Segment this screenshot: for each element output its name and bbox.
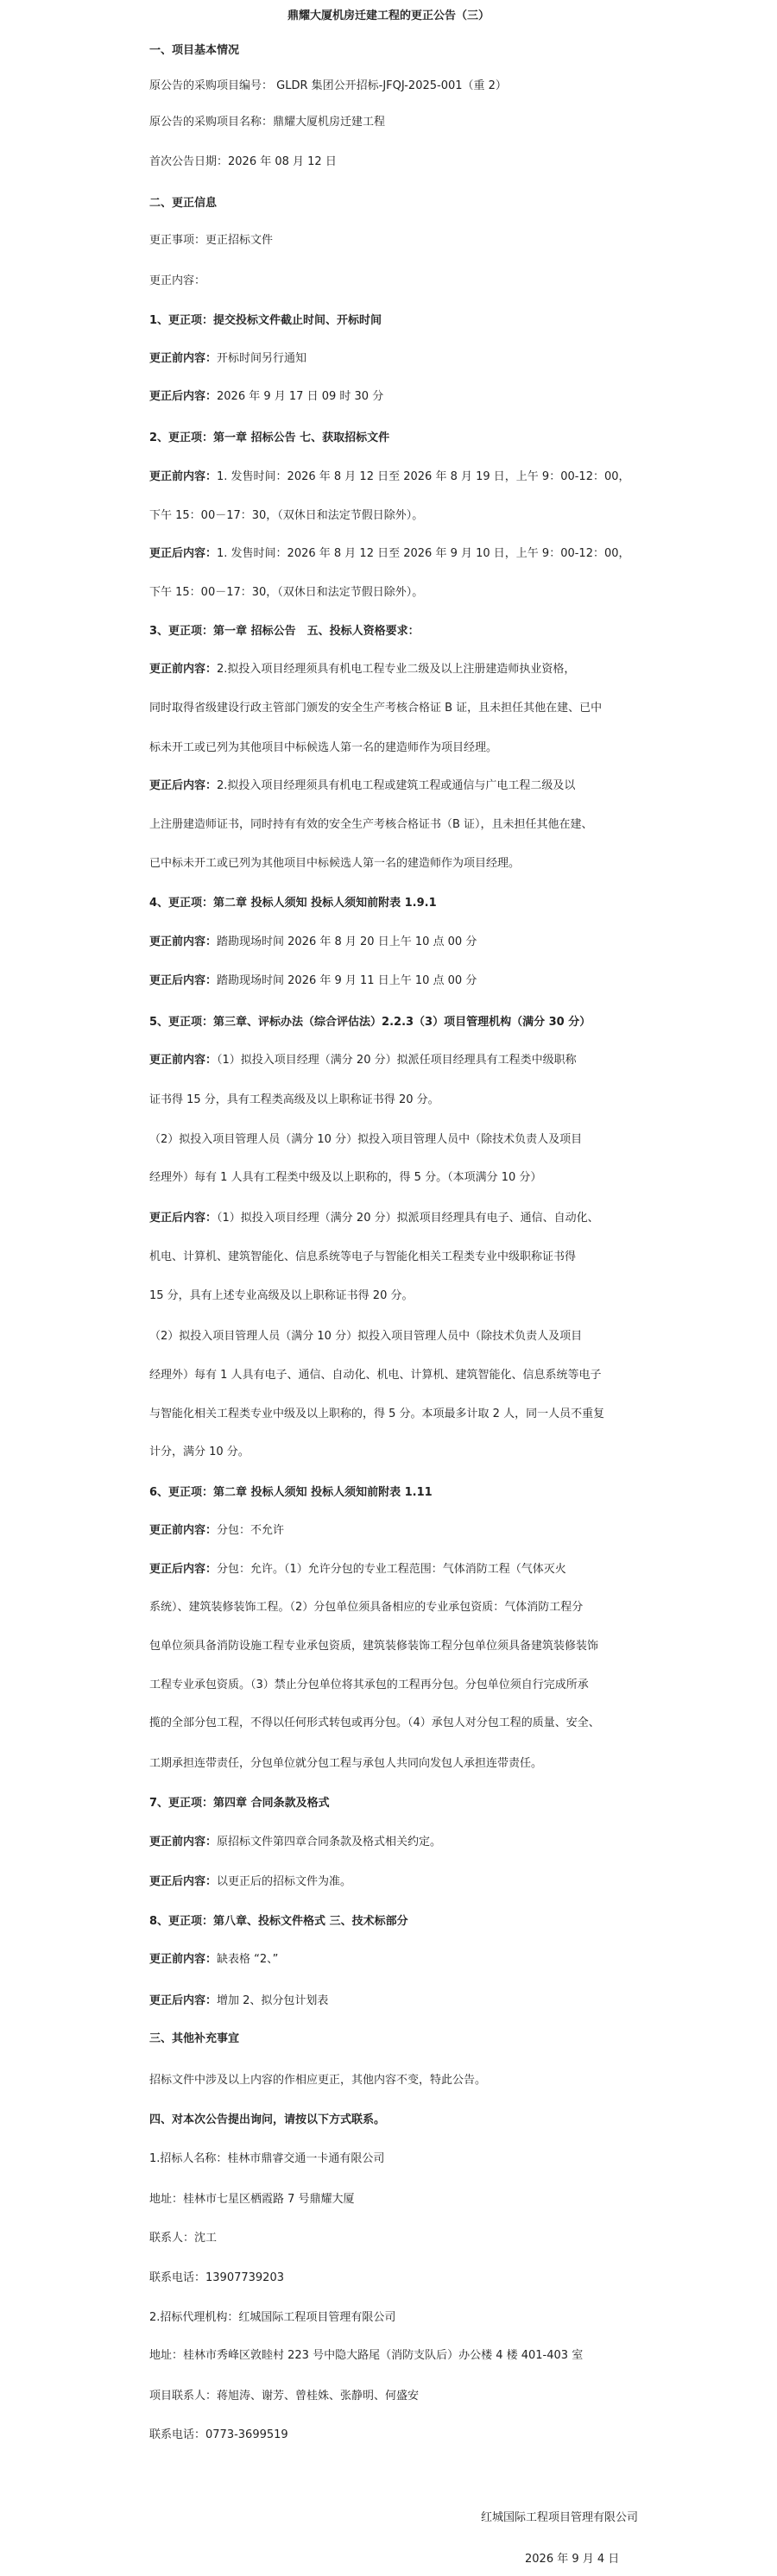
line-text: 7、更正项：第四章 合同条款及格式 bbox=[149, 1797, 330, 1810]
change-label: 更正前内容： bbox=[149, 1953, 218, 1966]
change-label: 更正前内容： bbox=[149, 663, 218, 676]
line-text: 原公告的采购项目编号： GLDR 集团公开招标-JFQJ-2025-001（重 2） bbox=[149, 79, 507, 92]
body-line bbox=[149, 585, 702, 601]
body-line bbox=[149, 1407, 702, 1422]
section-heading bbox=[149, 43, 702, 59]
body-line bbox=[149, 389, 702, 405]
body-line bbox=[149, 1678, 702, 1693]
line-text: 1. 发售时间：2026 年 8 月 12 日至 2026 年 8 月 19 日，上午 9：00-12：00， bbox=[217, 470, 630, 483]
body-line bbox=[149, 1835, 702, 1850]
line-text: 分包：允许。（1）允许分包的专业工程范围：气体消防工程（气体灭火 bbox=[217, 1563, 566, 1576]
line-text: 地址：桂林市七星区栖霞路 7 号鼎耀大厦 bbox=[149, 2193, 355, 2206]
body-line bbox=[149, 1288, 702, 1304]
line-text: 四、对本次公告提出询问，请按以下方式联系。 bbox=[149, 2113, 386, 2126]
body-line bbox=[149, 1093, 702, 1108]
line-text: 分包：不允许 bbox=[217, 1524, 285, 1537]
line-text: 三、其他补充事宜 bbox=[149, 2032, 240, 2045]
line-text: 工期承担连带责任，分包单位就分包工程与承包人共同向发包人承担连带责任。 bbox=[149, 1757, 543, 1770]
body-line bbox=[149, 546, 702, 562]
section-heading bbox=[149, 1485, 702, 1501]
section-heading bbox=[149, 1796, 702, 1811]
change-label: 更正后内容： bbox=[149, 974, 218, 987]
body-line bbox=[149, 79, 702, 94]
body-line bbox=[149, 2073, 702, 2088]
line-text: 6、更正项：第二章 投标人须知 投标人须知前附表 1.11 bbox=[149, 1486, 433, 1499]
line-text: 同时取得省级建设行政主管部门颁发的安全生产考核合格证 B 证，且未担任其他在建、已中 bbox=[149, 702, 603, 715]
body-line bbox=[149, 1250, 702, 1265]
line-text: 缺表格 “2、” bbox=[217, 1953, 279, 1966]
line-text: 2.拟投入项目经理须具有机电工程专业二级及以上注册建造师执业资格， bbox=[217, 663, 576, 676]
body-line bbox=[149, 154, 702, 170]
body-line bbox=[149, 469, 702, 485]
change-label: 更正前内容： bbox=[149, 1054, 218, 1067]
change-label: 更正前内容： bbox=[149, 352, 218, 365]
body-line bbox=[149, 2310, 702, 2326]
change-label: 更正后内容： bbox=[149, 1212, 218, 1225]
body-line bbox=[149, 740, 702, 756]
body-line bbox=[149, 2231, 702, 2246]
line-text: （1）拟投入项目经理（满分 20 分）拟派项目经理具有电子、通信、自动化、 bbox=[217, 1212, 599, 1225]
change-label: 更正前内容： bbox=[149, 935, 218, 948]
body-line bbox=[149, 1132, 702, 1148]
line-text: 开标时间另行通知 bbox=[217, 352, 307, 365]
section-heading bbox=[149, 1015, 702, 1030]
change-label: 更正前内容： bbox=[149, 470, 218, 483]
body-line bbox=[149, 1368, 702, 1383]
body-line bbox=[149, 115, 702, 130]
line-text: 4、更正项：第二章 投标人须知 投标人须知前附表 1.9.1 bbox=[149, 897, 437, 910]
line-text: 机电、计算机、建筑智能化、信息系统等电子与智能化相关工程类专业中级职称证书得 bbox=[149, 1250, 577, 1263]
line-text: 更正事项：更正招标文件 bbox=[149, 234, 274, 247]
line-text: 下午 15：00－17：30，（双休日和法定节假日除外）。 bbox=[149, 509, 424, 522]
document-title: 鼎耀大厦机房迁建工程的更正公告（三） bbox=[287, 9, 490, 22]
body-line bbox=[149, 2192, 702, 2208]
line-text: 8、更正项：第八章、投标文件格式 三、技术标部分 bbox=[149, 1915, 408, 1928]
line-text: 以更正后的招标文件为准。 bbox=[217, 1875, 352, 1888]
body-line bbox=[149, 662, 702, 677]
body-line bbox=[149, 701, 702, 716]
body-line bbox=[149, 973, 702, 989]
line-text: 原公告的采购项目名称：鼎耀大厦机房迁建工程 bbox=[149, 116, 386, 129]
line-text: 1.招标人名称：桂林市鼎睿交通一卡通有限公司 bbox=[149, 2152, 385, 2165]
line-text: 经理外）每有 1 人具有工程类中级及以上职称的，得 5 分。（本项满分 10 分） bbox=[149, 1171, 542, 1184]
section-heading bbox=[149, 1914, 702, 1930]
change-label: 更正后内容： bbox=[149, 547, 218, 560]
body-line bbox=[149, 274, 702, 289]
line-text: 联系电话：0773-3699519 bbox=[149, 2428, 288, 2441]
body-line bbox=[149, 1523, 702, 1539]
line-text: 系统）、建筑装修装饰工程。（2）分包单位须具备相应的专业承包资质：气体消防工程分 bbox=[149, 1601, 584, 1614]
section-heading bbox=[149, 2031, 702, 2047]
signature-org: 红城国际工程项目管理有限公司 bbox=[481, 2511, 639, 2524]
line-text: 2、更正项：第一章 招标公告 七、获取招标文件 bbox=[149, 431, 390, 444]
change-label: 更正后内容： bbox=[149, 1563, 218, 1576]
body-line bbox=[149, 1211, 702, 1226]
line-text: 下午 15：00－17：30，（双休日和法定节假日除外）。 bbox=[149, 586, 424, 599]
body-line bbox=[149, 1952, 702, 1968]
line-text: 1、更正项：提交投标文件截止时间、开标时间 bbox=[149, 314, 382, 327]
body-line bbox=[149, 2428, 702, 2443]
line-text: 2.拟投入项目经理须具有机电工程或建筑工程或通信与广电工程二级及以 bbox=[217, 779, 576, 792]
line-text: 联系人：沈工 bbox=[149, 2232, 218, 2245]
body-line bbox=[149, 1170, 702, 1186]
line-text: 5、更正项：第三章、评标办法（综合评估法）2.2.3（3）项目管理机构（满分 30 分） bbox=[149, 1016, 591, 1029]
change-label: 更正后内容： bbox=[149, 1994, 218, 2007]
change-label: 更正前内容： bbox=[149, 1836, 218, 1849]
line-text: 首次公告日期：2026 年 08 月 12 日 bbox=[149, 155, 337, 168]
body-line bbox=[149, 2271, 702, 2286]
line-text: 计分，满分 10 分。 bbox=[149, 1445, 250, 1458]
line-text: 2026 年 9 月 17 日 09 时 30 分 bbox=[217, 390, 384, 403]
body-line bbox=[149, 856, 702, 872]
body-line bbox=[149, 233, 702, 249]
body-line bbox=[149, 1445, 702, 1460]
body-line bbox=[149, 1716, 702, 1731]
section-heading bbox=[149, 313, 702, 329]
body-line bbox=[149, 2151, 702, 2167]
line-text: 上注册建造师证书，同时持有有效的安全生产考核合格证书（B 证），且未担任其他在建、 bbox=[149, 818, 593, 831]
line-text: 包单位须具备消防设施工程专业承包资质，建筑装修装饰工程分包单位须具备建筑装修装饰 bbox=[149, 1640, 599, 1653]
body-line bbox=[149, 2348, 702, 2364]
line-text: 原招标文件第四章合同条款及格式相关约定。 bbox=[217, 1836, 442, 1849]
line-text: 标未开工或已列为其他项目中标候选人第一名的建造师作为项目经理。 bbox=[149, 741, 498, 754]
line-text: 更正内容： bbox=[149, 274, 206, 287]
line-text: 2.招标代理机构：红城国际工程项目管理有限公司 bbox=[149, 2311, 396, 2324]
line-text: 3、更正项：第一章 招标公告 五、投标人资格要求： bbox=[149, 625, 420, 638]
change-label: 更正后内容： bbox=[149, 1875, 218, 1888]
section-heading bbox=[149, 196, 702, 211]
line-text: 一、项目基本情况 bbox=[149, 44, 240, 57]
section-heading bbox=[149, 896, 702, 911]
body-line bbox=[149, 508, 702, 524]
change-label: 更正前内容： bbox=[149, 1524, 218, 1537]
section-heading bbox=[149, 431, 702, 446]
line-text: 联系电话：13907739203 bbox=[149, 2271, 284, 2284]
line-text: 证书得 15 分，具有工程类高级及以上职称证书得 20 分。 bbox=[149, 1093, 439, 1106]
body-line bbox=[149, 1600, 702, 1616]
line-text: 增加 2、拟分包计划表 bbox=[217, 1994, 329, 2007]
change-label: 更正后内容： bbox=[149, 390, 218, 403]
line-text: 招标文件中涉及以上内容的作相应更正，其他内容不变，特此公告。 bbox=[149, 2074, 487, 2087]
line-text: （2）拟投入项目管理人员（满分 10 分）拟投入项目管理人员中（除技术负责人及项目 bbox=[149, 1330, 583, 1343]
line-text: 工程专业承包资质。（3）禁止分包单位将其承包的工程再分包。分包单位须自行完成所承 bbox=[149, 1678, 589, 1691]
line-text: 已中标未开工或已列为其他项目中标候选人第一名的建造师作为项目经理。 bbox=[149, 857, 521, 870]
section-heading bbox=[149, 624, 702, 639]
body-line bbox=[149, 935, 702, 950]
body-line bbox=[149, 2389, 702, 2404]
body-line bbox=[149, 1562, 702, 1578]
line-text: （2）拟投入项目管理人员（满分 10 分）拟投入项目管理人员中（除技术负责人及项目 bbox=[149, 1133, 583, 1146]
line-text: 经理外）每有 1 人具有电子、通信、自动化、机电、计算机、建筑智能化、信息系统等电子 bbox=[149, 1369, 602, 1382]
line-text: 项目联系人：蒋旭涛、谢芳、曾桂姝、张静明、何盛安 bbox=[149, 2390, 420, 2403]
body-line bbox=[149, 817, 702, 833]
line-text: 二、更正信息 bbox=[149, 197, 218, 210]
body-line bbox=[149, 351, 702, 367]
line-text: 15 分，具有上述专业高级及以上职称证书得 20 分。 bbox=[149, 1289, 414, 1302]
line-text: 1. 发售时间：2026 年 8 月 12 日至 2026 年 9 月 10 日，上午 9：00-12：00， bbox=[217, 547, 630, 560]
line-text: 地址：桂林市秀峰区敦睦村 223 号中隐大路尾（消防支队后）办公楼 4 楼 401-403 室 bbox=[149, 2349, 584, 2362]
body-line bbox=[149, 1993, 702, 2009]
body-line bbox=[149, 1756, 702, 1772]
body-line bbox=[149, 1639, 702, 1654]
section-heading bbox=[149, 2113, 702, 2128]
body-line bbox=[149, 1874, 702, 1890]
line-text: 踏勘现场时间 2026 年 8 月 20 日上午 10 点 00 分 bbox=[217, 935, 477, 948]
body-line bbox=[149, 1053, 702, 1068]
body-line bbox=[149, 778, 702, 794]
line-text: 与智能化相关工程类专业中级及以上职称的，得 5 分。本项最多计取 2 人，同一人员不重复 bbox=[149, 1408, 605, 1420]
body-line bbox=[149, 1329, 702, 1345]
signature-date: 2026 年 9 月 4 日 bbox=[525, 2553, 620, 2566]
change-label: 更正后内容： bbox=[149, 779, 218, 792]
line-text: 踏勘现场时间 2026 年 9 月 11 日上午 10 点 00 分 bbox=[217, 974, 477, 987]
line-text: （1）拟投入项目经理（满分 20 分）拟派任项目经理具有工程类中级职称 bbox=[217, 1054, 577, 1067]
line-text: 揽的全部分包工程，不得以任何形式转包或再分包。（4）承包人对分包工程的质量、安全、 bbox=[149, 1716, 600, 1729]
